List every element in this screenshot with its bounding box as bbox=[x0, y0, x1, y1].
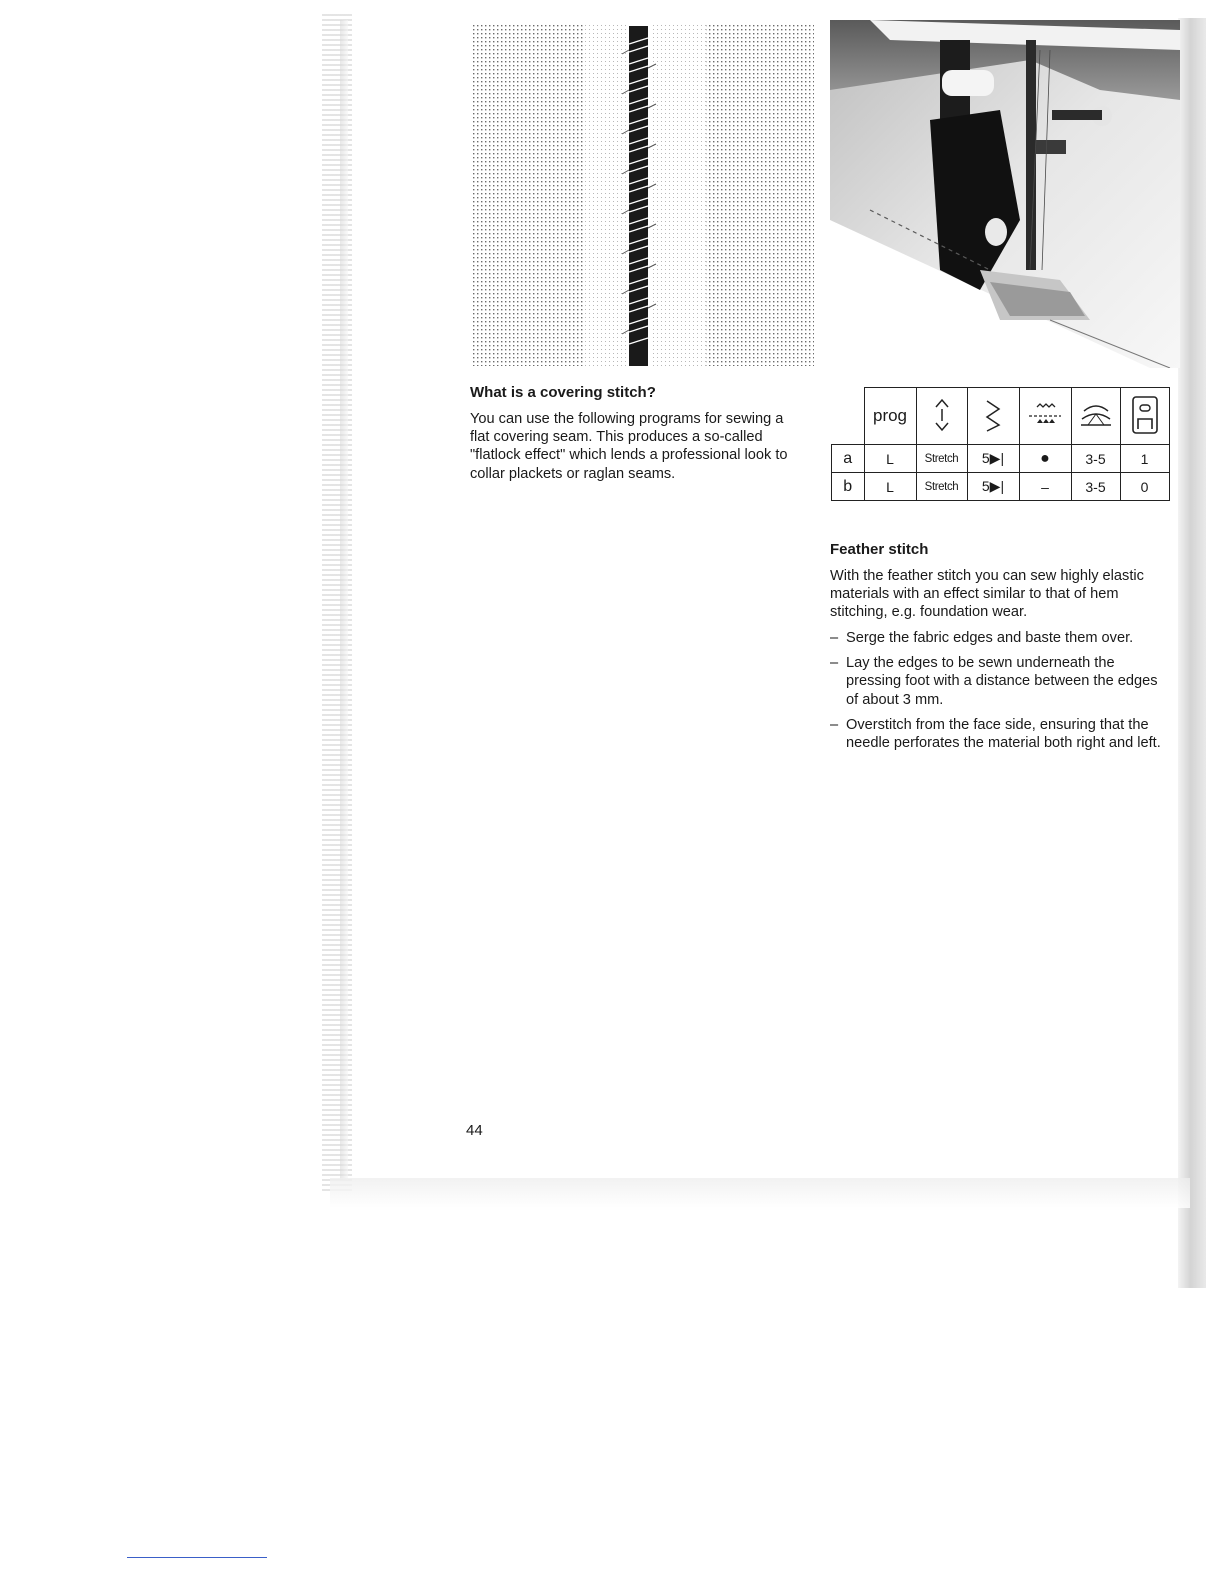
stitch-cell: Stretch bbox=[916, 445, 967, 473]
length-cell: 5▶| bbox=[967, 445, 1019, 473]
prog-header: prog bbox=[864, 388, 916, 445]
row-label: a bbox=[832, 445, 865, 473]
pressure-cell: 3-5 bbox=[1071, 473, 1120, 501]
presser-pressure-header bbox=[1071, 388, 1120, 445]
covering-stitch-heading: What is a covering stitch? bbox=[470, 384, 656, 401]
tension-icon bbox=[1027, 401, 1063, 429]
list-item: – Lay the edges to be sewn underneath the pressing foot with a distance between the edges of about 3 mm. bbox=[830, 654, 1162, 709]
scan-bottom-edge bbox=[330, 1178, 1190, 1208]
scan-right-edge bbox=[1178, 18, 1206, 1288]
table-row bbox=[832, 445, 1170, 473]
length-cell: 5▶| bbox=[967, 473, 1019, 501]
presser-pressure-icon bbox=[1078, 401, 1114, 429]
presser-foot-header bbox=[1120, 388, 1169, 445]
tension-header bbox=[1019, 388, 1071, 445]
foot-cell: 0 bbox=[1120, 473, 1169, 501]
table-header-row bbox=[832, 388, 1170, 445]
pressure-cell: 3-5 bbox=[1071, 445, 1120, 473]
table-row bbox=[832, 473, 1170, 501]
stitch-length-icon bbox=[981, 397, 1005, 433]
table-corner-cell bbox=[832, 388, 865, 445]
covering-stitch-body: You can use the following programs for sewing a flat covering seam. This produces a so-called "flatlock effect" which lends a professional look to collar plackets or raglan seams. bbox=[470, 411, 788, 482]
presser-foot-icon bbox=[1130, 395, 1160, 435]
feather-stitch-heading: Feather stitch bbox=[830, 541, 929, 558]
row-label: b bbox=[832, 473, 865, 501]
feather-stitch-body: With the feather stitch you can sew highly elastic materials with an effect similar to that of hem stitching, e.g. foundation wear. bbox=[830, 568, 1144, 621]
stitch-width-header bbox=[916, 388, 967, 445]
tension-cell: – bbox=[1019, 473, 1071, 501]
sewing-machine-photo bbox=[830, 20, 1180, 368]
stitch-settings-table bbox=[831, 387, 1170, 501]
list-item: – Serge the fabric edges and baste them over. bbox=[830, 629, 1162, 647]
footer-rule bbox=[127, 1557, 267, 1558]
stitch-cell: Stretch bbox=[916, 473, 967, 501]
feather-stitch-steps bbox=[830, 629, 1162, 759]
flatlock-stitch-illustration bbox=[472, 24, 814, 366]
stitch-width-icon bbox=[930, 397, 954, 433]
prog-cell: L bbox=[864, 473, 916, 501]
page-number: 44 bbox=[466, 1122, 483, 1139]
foot-cell: 1 bbox=[1120, 445, 1169, 473]
prog-cell: L bbox=[864, 445, 916, 473]
tension-cell: ● bbox=[1019, 445, 1071, 473]
scan-left-edge-shadow bbox=[340, 20, 348, 1180]
list-item: – Overstitch from the face side, ensuring that the needle perforates the material both right and left. bbox=[830, 716, 1162, 752]
stitch-length-header bbox=[967, 388, 1019, 445]
